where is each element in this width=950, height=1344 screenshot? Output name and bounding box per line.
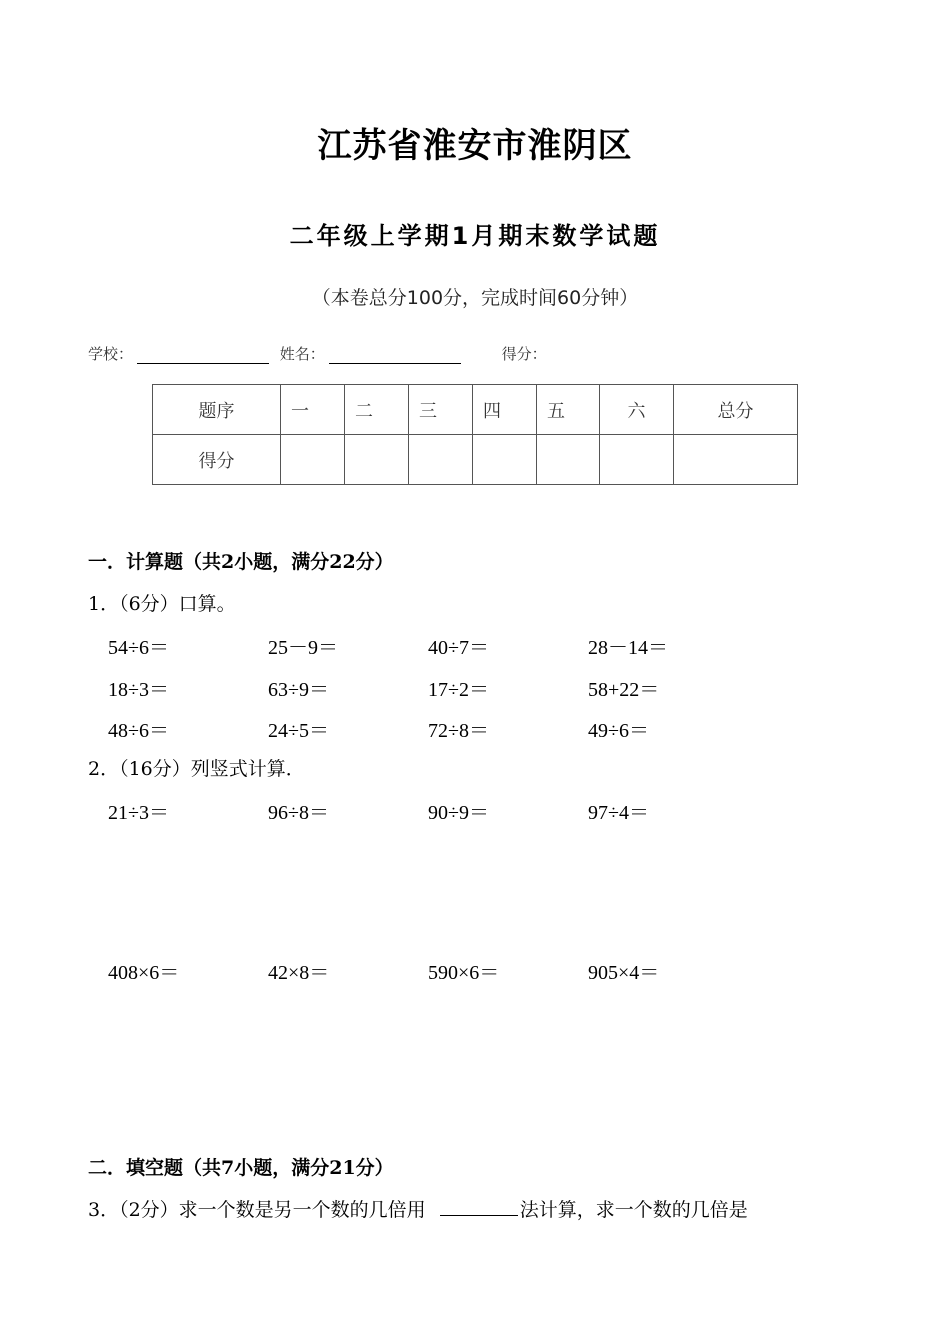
score-table-score-row	[153, 435, 798, 485]
section-heading-calculation: 一．计算题（共2小题，满分22分）	[88, 551, 394, 573]
question-2-label: 2．（16分）列竖式计算．	[88, 758, 305, 780]
school-label: 学校：	[88, 345, 134, 363]
expression: 72÷8＝	[428, 720, 489, 742]
expression: 28－14＝	[588, 637, 668, 659]
score-table	[152, 384, 798, 485]
header-cell-3: 三	[409, 385, 473, 435]
name-blank[interactable]	[329, 347, 461, 364]
exam-subtitle: 二年级上学期1月期末数学试题	[289, 222, 661, 250]
expression: 408×6＝	[108, 962, 180, 984]
score-cell-2[interactable]	[345, 435, 409, 485]
header-cell-order: 题序	[153, 385, 281, 435]
expression: 54÷6＝	[108, 637, 169, 659]
info-line	[88, 343, 547, 364]
answer-blank[interactable]	[440, 1197, 518, 1216]
expression: 17÷2＝	[428, 679, 489, 701]
school-blank[interactable]	[137, 347, 269, 364]
expression: 905×4＝	[588, 962, 660, 984]
expression: 590×6＝	[428, 962, 500, 984]
score-cell-1[interactable]	[281, 435, 345, 485]
score-cell-3[interactable]	[409, 435, 473, 485]
question-3-text-after: 法计算，求一个数的几倍是	[519, 1199, 748, 1221]
score-table-header-row	[153, 385, 798, 435]
score-cell-5[interactable]	[537, 435, 600, 485]
exam-note: （本卷总分100分，完成时间60分钟）	[311, 287, 639, 309]
expression: 24÷5＝	[268, 720, 329, 742]
document-title: 江苏省淮安市淮阴区	[317, 126, 633, 166]
header-cell-2: 二	[345, 385, 409, 435]
score-cell-6[interactable]	[600, 435, 674, 485]
score-label: 得分：	[501, 345, 547, 363]
expression: 40÷7＝	[428, 637, 489, 659]
expression: 48÷6＝	[108, 720, 169, 742]
header-cell-6: 六	[600, 385, 674, 435]
name-label: 姓名：	[279, 345, 325, 363]
expression: 42×8＝	[268, 962, 330, 984]
expression: 49÷6＝	[588, 720, 649, 742]
header-cell-4: 四	[473, 385, 537, 435]
expression: 21÷3＝	[108, 802, 169, 824]
question-3-text-before: 3．（2分）求一个数是另一个数的几倍用	[88, 1199, 426, 1221]
expression: 90÷9＝	[428, 802, 489, 824]
question-1-label: 1．（6分）口算。	[88, 593, 236, 615]
expression: 18÷3＝	[108, 679, 169, 701]
header-cell-total: 总分	[674, 385, 798, 435]
score-cell-total[interactable]	[674, 435, 798, 485]
section-heading-fill-in: 二．填空题（共7小题，满分21分）	[88, 1157, 394, 1179]
header-cell-5: 五	[537, 385, 600, 435]
expression: 58+22＝	[588, 679, 660, 701]
expression: 25－9＝	[268, 637, 338, 659]
question-3	[88, 1195, 748, 1222]
expression: 97÷4＝	[588, 802, 649, 824]
score-cell-4[interactable]	[473, 435, 537, 485]
expression: 63÷9＝	[268, 679, 329, 701]
score-row-label: 得分	[153, 435, 281, 485]
expression: 96÷8＝	[268, 802, 329, 824]
header-cell-1: 一	[281, 385, 345, 435]
